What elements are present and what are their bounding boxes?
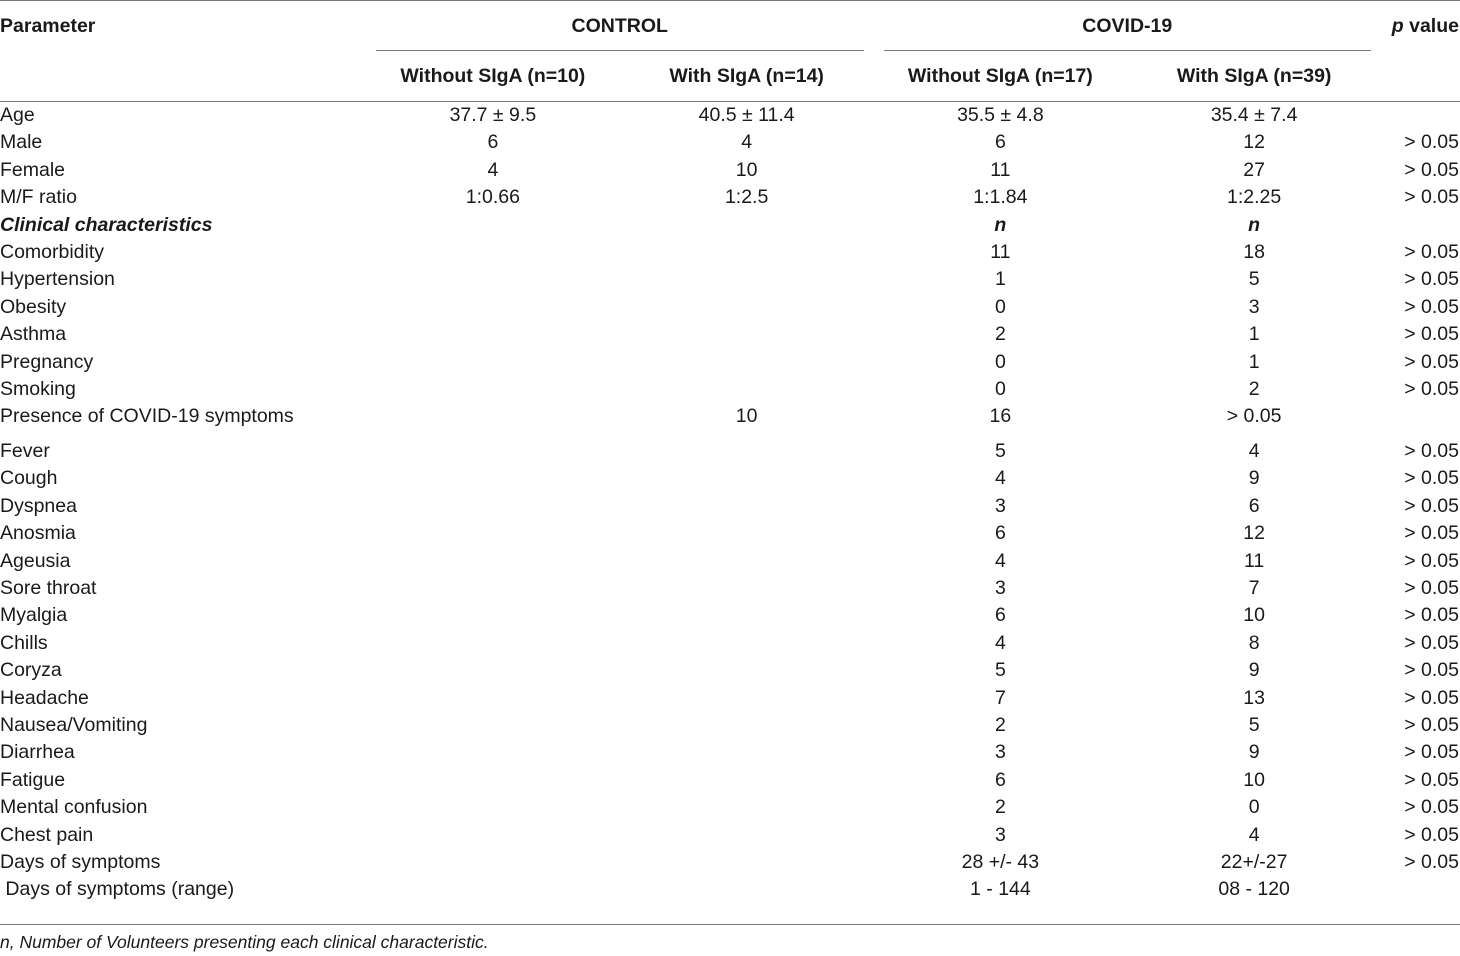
row-label: Hypertension (0, 268, 115, 291)
control-without-cell (366, 849, 620, 876)
p-value-cell: > 0.05 (1404, 741, 1459, 764)
table-row (0, 739, 1460, 766)
control-with-cell (620, 321, 874, 348)
covid-with-cell: 35.4 ± 7.4 (1210, 104, 1298, 126)
control-without-cell (366, 602, 620, 629)
header-covid-group (874, 1, 1382, 52)
p-value-cell: > 0.05 (1404, 522, 1459, 545)
control-with-cell (620, 266, 874, 293)
p-value-cell (1381, 212, 1460, 239)
covid-without-cell: 3 (994, 823, 1006, 846)
covid-without-cell: 4 (994, 549, 1006, 572)
row-label: Sore throat (0, 576, 97, 599)
covid-without-cell: 2 (994, 323, 1006, 346)
table-row (0, 493, 1460, 520)
control-group-rule (376, 50, 864, 51)
covid-without-cell: 2 (994, 796, 1006, 819)
control-with-cell (620, 657, 874, 684)
table-row (0, 239, 1460, 266)
covid-with-cell: 9 (1248, 467, 1260, 490)
covid-with-cell: 12 (1243, 522, 1265, 545)
row-label: Anosmia (0, 522, 76, 545)
control-without-cell: 4 (487, 158, 499, 181)
header-p-rest: value (1403, 14, 1459, 37)
row-label: Coryza (0, 659, 62, 682)
row-label: Mental confusion (0, 796, 148, 819)
covid-without-cell: 6 (994, 768, 1006, 791)
control-with-cell (620, 212, 874, 239)
control-with-cell: 1:2.5 (724, 186, 769, 209)
p-value-cell: > 0.05 (1404, 241, 1459, 264)
covid-with-cell: 1 (1248, 350, 1260, 373)
covid-without-cell: 6 (994, 522, 1006, 545)
p-value-cell: > 0.05 (1404, 439, 1459, 462)
control-without-cell (366, 465, 620, 492)
covid-without-cell: 5 (994, 439, 1006, 462)
covid-with-cell: 6 (1248, 494, 1260, 517)
header-row-columns (0, 51, 1460, 102)
spacer-cell (1381, 431, 1460, 438)
covid-without-cell: 4 (994, 467, 1006, 490)
control-with-cell (620, 630, 874, 657)
section-row (0, 212, 1460, 239)
row-label: Age (0, 104, 35, 126)
covid-with-cell: 2 (1248, 378, 1260, 401)
control-without-cell: 6 (487, 131, 499, 154)
p-value-cell: > 0.05 (1404, 604, 1459, 627)
control-with-cell (620, 849, 874, 876)
header-covid-without: Without SIgA (n=17) (874, 51, 1128, 102)
p-value-cell: > 0.05 (1404, 659, 1459, 682)
row-label: Headache (0, 686, 89, 709)
p-value-cell: > 0.05 (1404, 796, 1459, 819)
covid-without-cell: 2 (994, 713, 1006, 736)
table-row (0, 294, 1460, 321)
p-value-cell: > 0.05 (1404, 494, 1459, 517)
row-label: Obesity (0, 295, 67, 318)
covid-without-cell: 11 (990, 241, 1011, 264)
covid-with-cell: 22+/-27 (1220, 850, 1288, 873)
covid-without-cell: 3 (994, 741, 1006, 764)
control-without-cell (366, 520, 620, 547)
table-row (0, 129, 1460, 156)
control-without-cell (366, 739, 620, 766)
covid-with-cell: 10 (1243, 604, 1265, 627)
covid-without-cell: 4 (994, 631, 1006, 654)
header-covid-with: With SIgA (n=39) (1127, 51, 1381, 102)
table-row (0, 102, 1460, 130)
table-row (0, 321, 1460, 348)
p-value-cell: > 0.05 (1404, 768, 1459, 791)
p-value-cell: > 0.05 (1404, 467, 1459, 490)
covid-without-cell: 7 (994, 686, 1006, 709)
covid-without-cell: 1:1.84 (973, 186, 1028, 209)
control-with-cell (620, 767, 874, 794)
control-with-cell (620, 794, 874, 821)
p-value-cell: > 0.05 (1404, 131, 1459, 154)
header-covid-label: COVID-19 (1082, 14, 1173, 37)
control-with-cell (620, 376, 874, 403)
control-without-cell: 37.7 ± 9.5 (449, 104, 537, 126)
covid-with-cell: 4 (1248, 823, 1260, 846)
covid-without-cell: 6 (994, 604, 1006, 627)
row-label: Fever (0, 439, 50, 462)
table-row (0, 876, 1460, 903)
table-row (0, 376, 1460, 403)
control-with-cell (620, 822, 874, 849)
header-control-with: With SIgA (n=14) (620, 51, 874, 102)
p-value-cell: > 0.05 (1404, 549, 1459, 572)
covid-with-cell: 4 (1248, 439, 1260, 462)
footnote: n, Number of Volunteers presenting each clinical characteristic. (0, 932, 489, 952)
control-with-cell (620, 493, 874, 520)
control-without-cell (366, 403, 620, 430)
table-row (0, 548, 1460, 575)
covid-without-cell: 28 +/- 43 (961, 850, 1040, 873)
table-row (0, 349, 1460, 376)
covid-with-cell: 18 (1243, 241, 1265, 264)
covid-without-cell: 1 (994, 268, 1006, 291)
control-without-cell (366, 212, 620, 239)
control-without-cell (366, 657, 620, 684)
p-value-cell: > 0.05 (1404, 295, 1459, 318)
covid-with-cell: 12 (1243, 131, 1265, 154)
row-label: Fatigue (0, 768, 66, 791)
covid-with-cell: 0 (1248, 796, 1260, 819)
row-label: Nausea/Vomiting (0, 713, 148, 736)
control-without-cell (366, 548, 620, 575)
control-without-cell (366, 767, 620, 794)
control-with-cell: 10 (735, 158, 758, 181)
control-without-cell (366, 294, 620, 321)
p-value-cell (1381, 876, 1460, 903)
control-with-cell (620, 685, 874, 712)
control-without-cell (366, 349, 620, 376)
table-row (0, 849, 1460, 876)
control-with-cell: 4 (741, 131, 753, 154)
control-without-cell (366, 493, 620, 520)
row-spacer (0, 431, 1460, 438)
bottom-rule (0, 924, 1460, 925)
p-value-cell: > 0.05 (1404, 576, 1459, 599)
row-label: Clinical characteristics (0, 213, 213, 236)
p-value-cell: > 0.05 (1404, 850, 1459, 873)
p-value-cell: > 0.05 (1404, 686, 1459, 709)
p-value-cell: > 0.05 (1404, 350, 1459, 373)
control-without-cell (366, 376, 620, 403)
header-control-without: Without SIgA (n=10) (366, 51, 620, 102)
table-row (0, 767, 1460, 794)
covid-group-rule (884, 50, 1372, 51)
control-without-cell (366, 794, 620, 821)
header-control-label: CONTROL (571, 14, 668, 37)
row-label: Comorbidity (0, 241, 105, 264)
row-label: Chest pain (0, 823, 94, 846)
table-row (0, 712, 1460, 739)
header-parameter: Parameter (0, 14, 96, 37)
control-without-cell (366, 822, 620, 849)
table-row (0, 157, 1460, 184)
row-label: Ageusia (0, 549, 71, 572)
table-row (0, 520, 1460, 547)
covid-with-cell: 08 - 120 (1218, 878, 1290, 901)
control-without-cell (366, 685, 620, 712)
p-value-cell: > 0.05 (1404, 713, 1459, 736)
table-row (0, 575, 1460, 602)
control-with-cell (620, 712, 874, 739)
covid-with-cell: 9 (1248, 659, 1260, 682)
table-row (0, 465, 1460, 492)
p-value-cell: > 0.05 (1404, 378, 1459, 401)
p-value-cell: > 0.05 (1404, 631, 1459, 654)
table-row (0, 794, 1460, 821)
header-p-value (1381, 1, 1460, 52)
row-label: Smoking (0, 378, 76, 401)
covid-without-cell: 11 (990, 158, 1011, 181)
control-without-cell (366, 575, 620, 602)
control-with-cell (620, 239, 874, 266)
covid-without-cell: 5 (994, 659, 1006, 682)
covid-with-cell: n (1248, 213, 1261, 236)
header-blank-p (1381, 51, 1460, 102)
table-row (0, 403, 1460, 430)
p-value-cell: > 0.05 (1404, 268, 1459, 291)
control-without-cell (366, 239, 620, 266)
control-without-cell: 1:0.66 (465, 186, 520, 209)
control-without-cell (366, 266, 620, 293)
control-with-cell (620, 465, 874, 492)
control-with-cell (620, 349, 874, 376)
table-body (0, 102, 1460, 904)
control-with-cell (620, 294, 874, 321)
row-label: Pregnancy (0, 350, 94, 373)
row-label: Myalgia (0, 604, 68, 627)
covid-with-cell: 3 (1248, 295, 1260, 318)
control-with-cell (620, 575, 874, 602)
row-label: M/F ratio (0, 186, 77, 209)
covid-without-cell: 1 - 144 (970, 878, 1031, 901)
table-row (0, 822, 1460, 849)
spacer-cell (366, 431, 620, 438)
spacer-cell (0, 431, 366, 438)
row-label: Diarrhea (0, 741, 75, 764)
spacer-cell (620, 431, 874, 438)
row-label: Asthma (0, 323, 67, 346)
header-blank (0, 51, 366, 102)
control-with-cell: 40.5 ± 11.4 (698, 104, 795, 126)
control-with-cell (620, 739, 874, 766)
row-label: Female (0, 158, 66, 181)
p-value-cell (1381, 403, 1460, 430)
row-label: Dyspnea (0, 494, 77, 517)
covid-without-cell: 0 (994, 350, 1006, 373)
table-row (0, 657, 1460, 684)
row-label: Presence of COVID-19 symptoms (0, 405, 294, 428)
header-control-group (366, 1, 874, 52)
covid-with-cell: 7 (1248, 576, 1260, 599)
header-row-groups (0, 1, 1460, 52)
control-with-cell: 10 (735, 405, 758, 428)
covid-without-cell: 3 (994, 494, 1006, 517)
table-row (0, 266, 1460, 293)
table-row (0, 630, 1460, 657)
row-label: Cough (0, 467, 58, 490)
control-without-cell (366, 630, 620, 657)
p-value-cell: > 0.05 (1404, 158, 1459, 181)
control-with-cell (620, 520, 874, 547)
covid-without-cell: 0 (994, 295, 1006, 318)
table-row (0, 602, 1460, 629)
covid-with-cell: 5 (1248, 713, 1260, 736)
covid-with-cell: 9 (1248, 741, 1260, 764)
control-with-cell (620, 876, 874, 903)
covid-without-cell: 6 (994, 131, 1006, 154)
control-without-cell (366, 321, 620, 348)
row-label: Chills (0, 631, 48, 654)
covid-with-cell: 10 (1243, 768, 1265, 791)
covid-without-cell: n (994, 213, 1007, 236)
spacer-cell (1127, 431, 1381, 438)
covid-with-cell: 5 (1248, 268, 1260, 291)
covid-without-cell: 3 (994, 576, 1006, 599)
covid-with-cell: 1 (1248, 323, 1260, 346)
table-row (0, 438, 1460, 465)
p-value-cell: > 0.05 (1404, 323, 1459, 346)
covid-without-cell: 35.5 ± 4.8 (957, 104, 1044, 126)
covid-without-cell: 16 (989, 405, 1012, 428)
covid-with-cell: 1:2.25 (1227, 186, 1282, 209)
p-value-cell: > 0.05 (1404, 186, 1459, 209)
control-without-cell (366, 438, 620, 465)
spacer-cell (874, 431, 1128, 438)
control-without-cell (366, 876, 620, 903)
row-label: Male (0, 131, 43, 154)
table-row (0, 685, 1460, 712)
control-with-cell (620, 602, 874, 629)
control-with-cell (620, 548, 874, 575)
table-row (0, 184, 1460, 211)
header-p-italic: p (1391, 14, 1404, 37)
control-without-cell (366, 712, 620, 739)
row-label: Days of symptoms (0, 850, 161, 873)
p-value-cell (1381, 102, 1460, 130)
covid-without-cell: 0 (994, 378, 1006, 401)
covid-with-cell: > 0.05 (1226, 405, 1282, 428)
covid-with-cell: 27 (1243, 158, 1265, 181)
covid-with-cell: 8 (1248, 631, 1260, 654)
row-label: Days of symptoms (range) (0, 878, 235, 901)
p-value-cell: > 0.05 (1404, 823, 1459, 846)
covid-with-cell: 13 (1243, 686, 1265, 709)
covid-with-cell: 11 (1244, 549, 1265, 572)
control-with-cell (620, 438, 874, 465)
